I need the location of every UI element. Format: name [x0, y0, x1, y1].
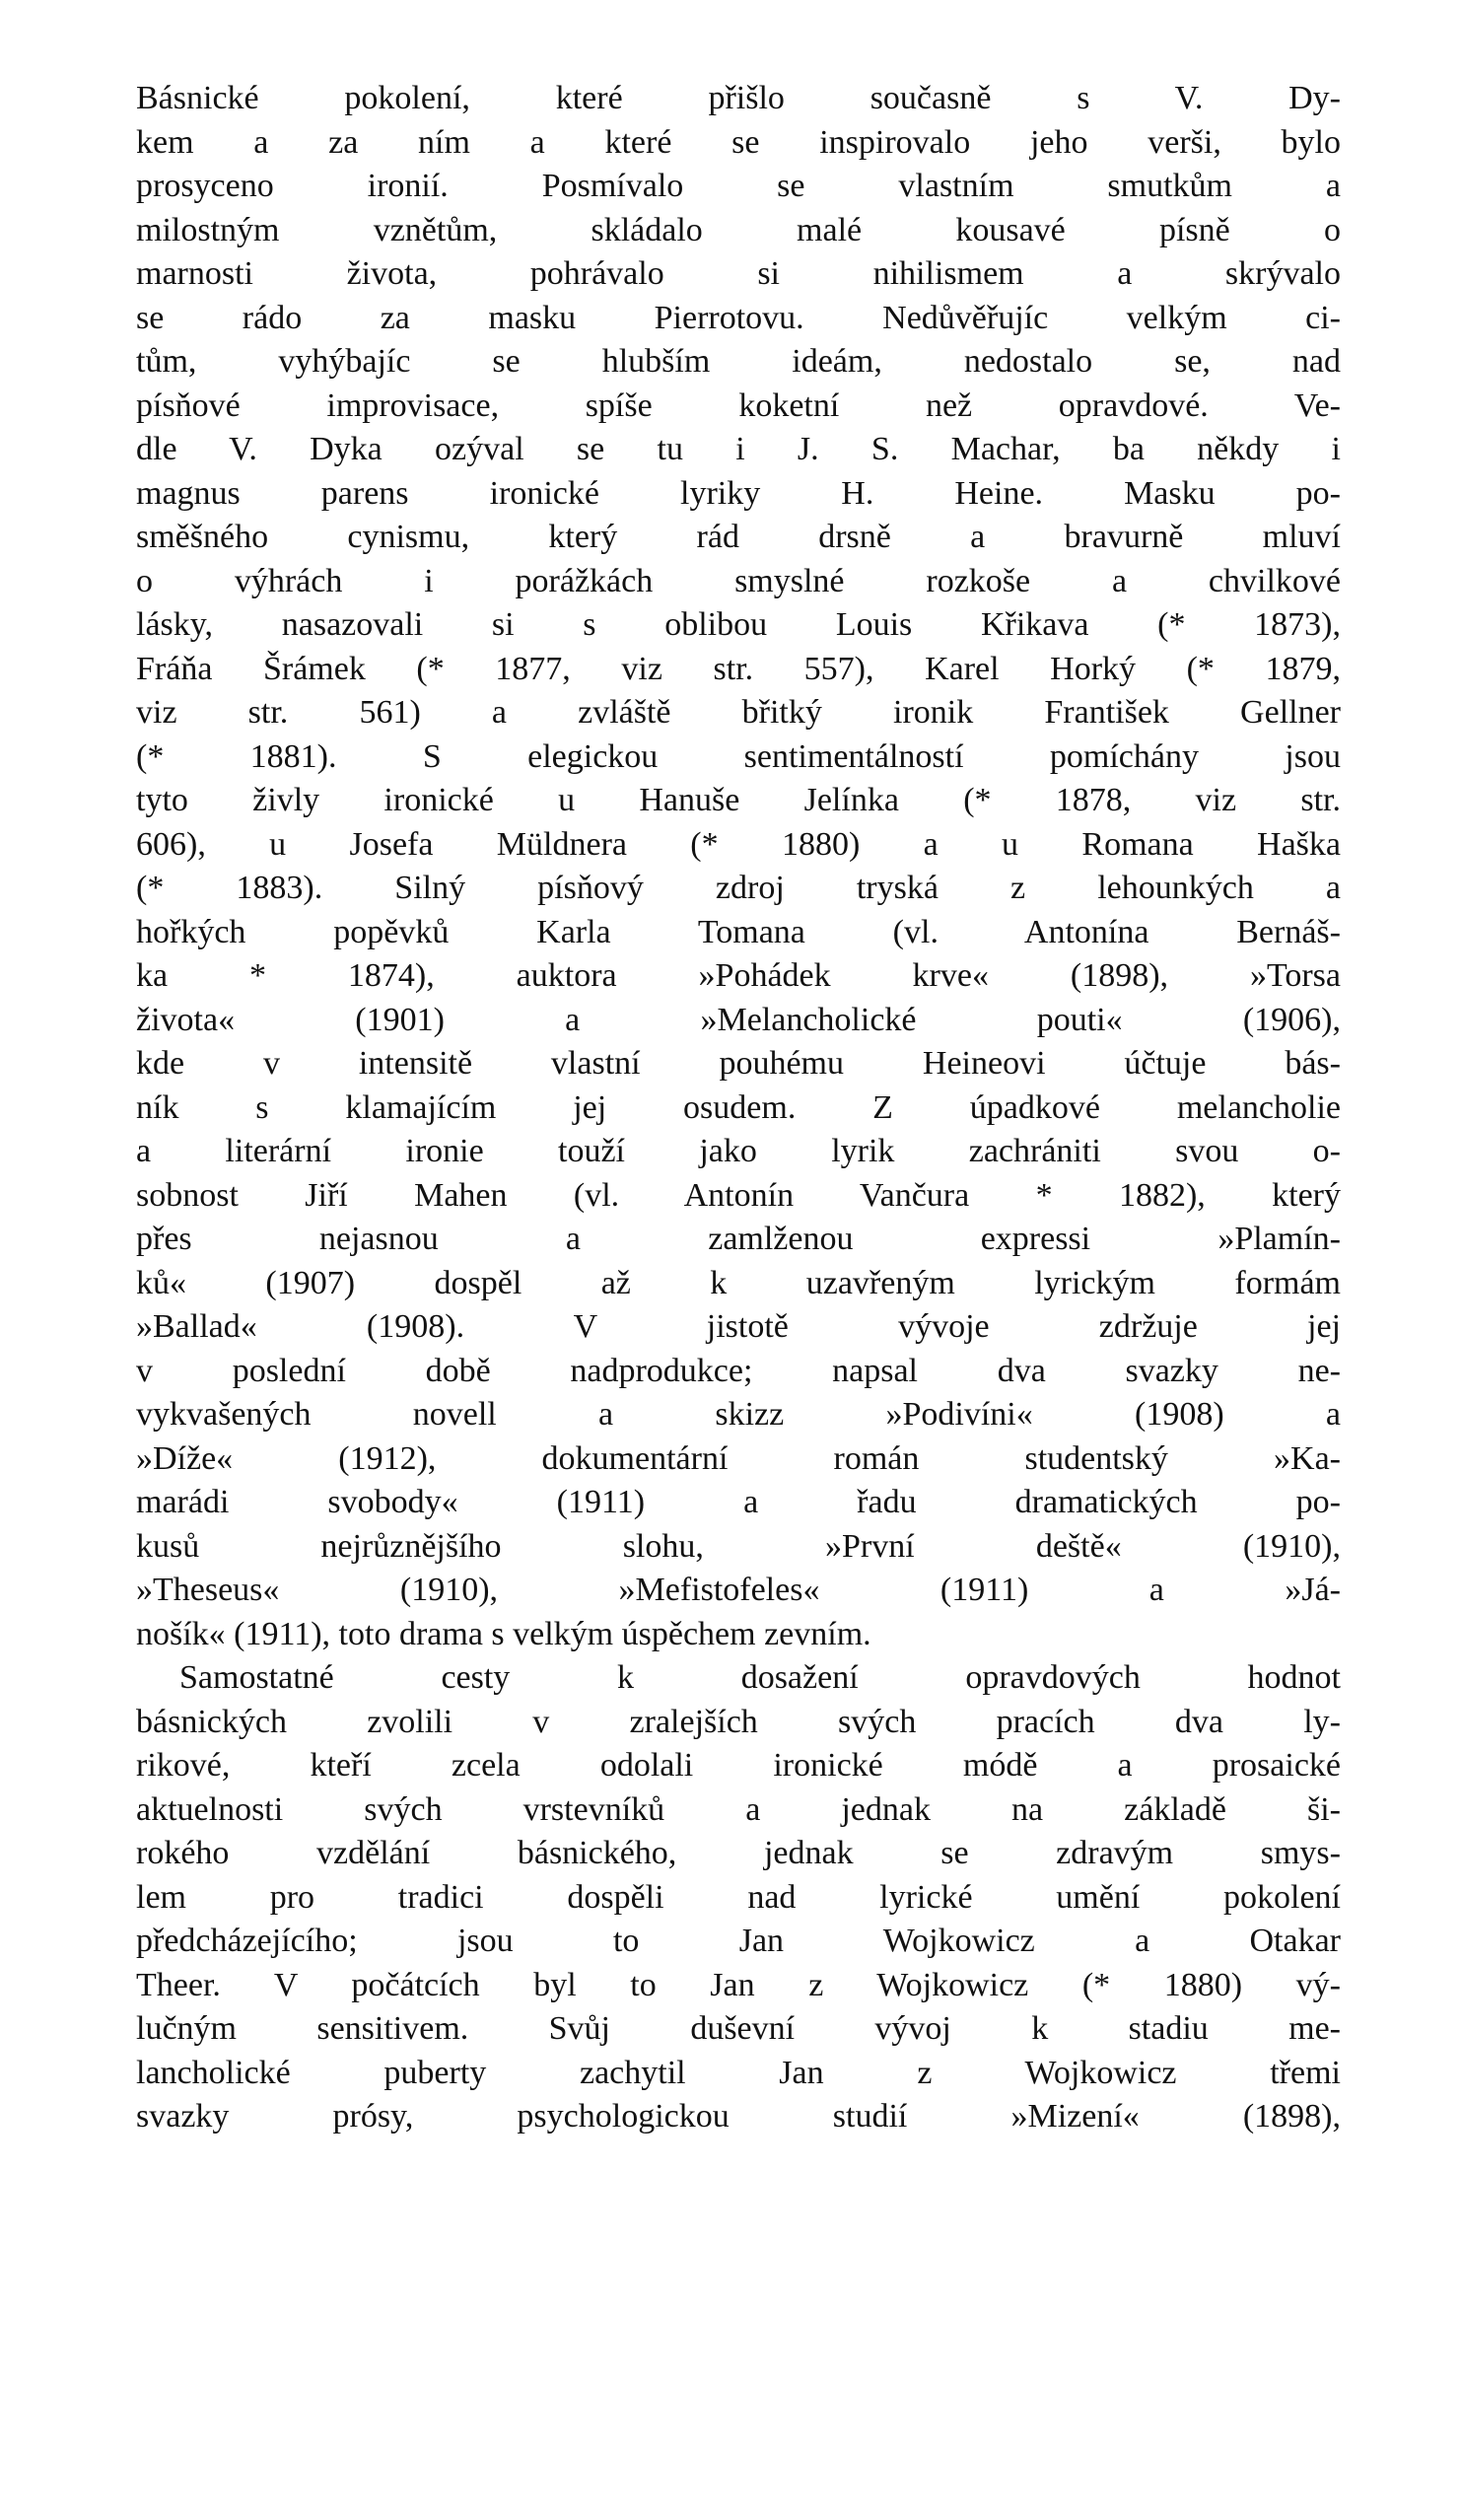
text-line: 606), u Josefa Müldnera (* 1880) a u Romana Haška: [136, 825, 1341, 863]
text-line: nošík« (1911), toto drama s velkým úspěchem zevním.: [136, 1615, 871, 1652]
text-line: milostným vznětům, skládalo malé kousavé písně o: [136, 211, 1341, 248]
text-line: Fráňa Šrámek (* 1877, viz str. 557), Karel Horký (* 1879,: [136, 650, 1341, 687]
text-line: o výhrách i porážkách smyslné rozkoše a chvilkové: [136, 562, 1341, 599]
text-line: předcházejícího; jsou to Jan Wojkowicz a Otakar: [136, 1923, 1341, 1959]
text-line: písňové improvisace, spíše koketní než opravdové. Ve-: [136, 386, 1341, 424]
text-line: Samostatné cesty k dosažení opravdových hodnot: [179, 1659, 1341, 1696]
text-line: sobnost Jiří Mahen (vl. Antonín Vančura * 1882), který: [136, 1176, 1341, 1214]
text-line: marnosti života, pohrávalo si nihilismem a skrývalo: [136, 255, 1341, 292]
text-line: rokého vzdělání básnického, jednak se zdravým smys-: [136, 1835, 1341, 1871]
text-line: »Ballad« (1908). V jistotě vývoje zdržuje jej: [136, 1308, 1341, 1345]
text-line: tům, vyhýbajíc se hlubším ideám, nedostalo se, nad: [136, 343, 1341, 380]
text-line: kde v intensitě vlastní pouhému Heineovi účtuje bás-: [136, 1045, 1341, 1082]
text-line: prosyceno ironií. Posmívalo se vlastním smutkům a: [136, 168, 1341, 204]
text-line: »Díže« (1912), dokumentární román studentský »Ka-: [136, 1439, 1341, 1477]
text-line: magnus parens ironické lyriky H. Heine. Masku po-: [136, 474, 1341, 512]
text-line: marádi svobody« (1911) a řadu dramatických po-: [136, 1484, 1341, 1520]
text-line: ka * 1874), auktora »Pohádek krve« (1898), »Torsa: [136, 957, 1341, 994]
text-line: života« (1901) a »Melancholické pouti« (1906),: [136, 1001, 1341, 1038]
text-line: Básnické pokolení, které přišlo současně s V. Dy-: [136, 80, 1341, 116]
text-line: Theer. V počátcích byl to Jan z Wojkowicz (* 1880) vý-: [136, 1966, 1341, 2003]
text-line: aktuelnosti svých vrstevníků a jednak na základě ši-: [136, 1790, 1341, 1828]
text-line: se rádo za masku Pierrotovu. Nedůvěřujíc velkým ci-: [136, 299, 1341, 336]
text-line: svazky prósy, psychologickou studií »Mizení« (1898),: [136, 2098, 1341, 2135]
text-line: básnických zvolili v zralejších svých pracích dva ly-: [136, 1703, 1341, 1740]
text-line: lásky, nasazovali si s oblibou Louis Křikava (* 1873),: [136, 606, 1341, 643]
text-line: lučným sensitivem. Svůj duševní vývoj k stadiu me-: [136, 2010, 1341, 2047]
text-line: rikové, kteří zcela odolali ironické módě a prosaické: [136, 1747, 1341, 1784]
text-line: směšného cynismu, který rád drsně a bravurně mluví: [136, 519, 1341, 555]
text-line: přes nejasnou a zamlženou expressi »Plamín-: [136, 1221, 1341, 1257]
text-line: ků« (1907) dospěl až k uzavřeným lyrickým formám: [136, 1264, 1341, 1301]
text-line: a literární ironie touží jako lyrik zachrániti svou o-: [136, 1133, 1341, 1169]
text-line: vykvašených novell a skizz »Podivíni« (1908) a: [136, 1396, 1341, 1433]
text-column: [136, 77, 1341, 2139]
text-line: kem a za ním a které se inspirovalo jeho verši, bylo: [136, 123, 1341, 161]
text-line: »Theseus« (1910), »Mefistofeles« (1911) a »Já-: [136, 1572, 1341, 1608]
text-line: ník s klamajícím jej osudem. Z úpadkové melancholie: [136, 1088, 1341, 1126]
text-line: v poslední době nadprodukce; napsal dva svazky ne-: [136, 1352, 1341, 1389]
text-line: hořkých popěvků Karla Tomana (vl. Antonína Bernáš-: [136, 913, 1341, 950]
text-line: lancholické puberty zachytil Jan z Wojkowicz třemi: [136, 2054, 1341, 2091]
text-line: tyto živly ironické u Hanuše Jelínka (* 1878, viz str.: [136, 782, 1341, 818]
text-line: viz str. 561) a zvláště břitký ironik František Gellner: [136, 694, 1341, 731]
text-line: lem pro tradici dospěli nad lyrické umění pokolení: [136, 1878, 1341, 1916]
text-line: (* 1881). S elegickou sentimentálností pomíchány jsou: [136, 737, 1341, 775]
text-line: dle V. Dyka ozýval se tu i J. S. Machar, ba někdy i: [136, 431, 1341, 467]
text-line: kusů nejrůznějšího slohu, »První deště« (1910),: [136, 1527, 1341, 1565]
text-line: (* 1883). Silný písňový zdroj tryská z lehounkých a: [136, 870, 1341, 906]
